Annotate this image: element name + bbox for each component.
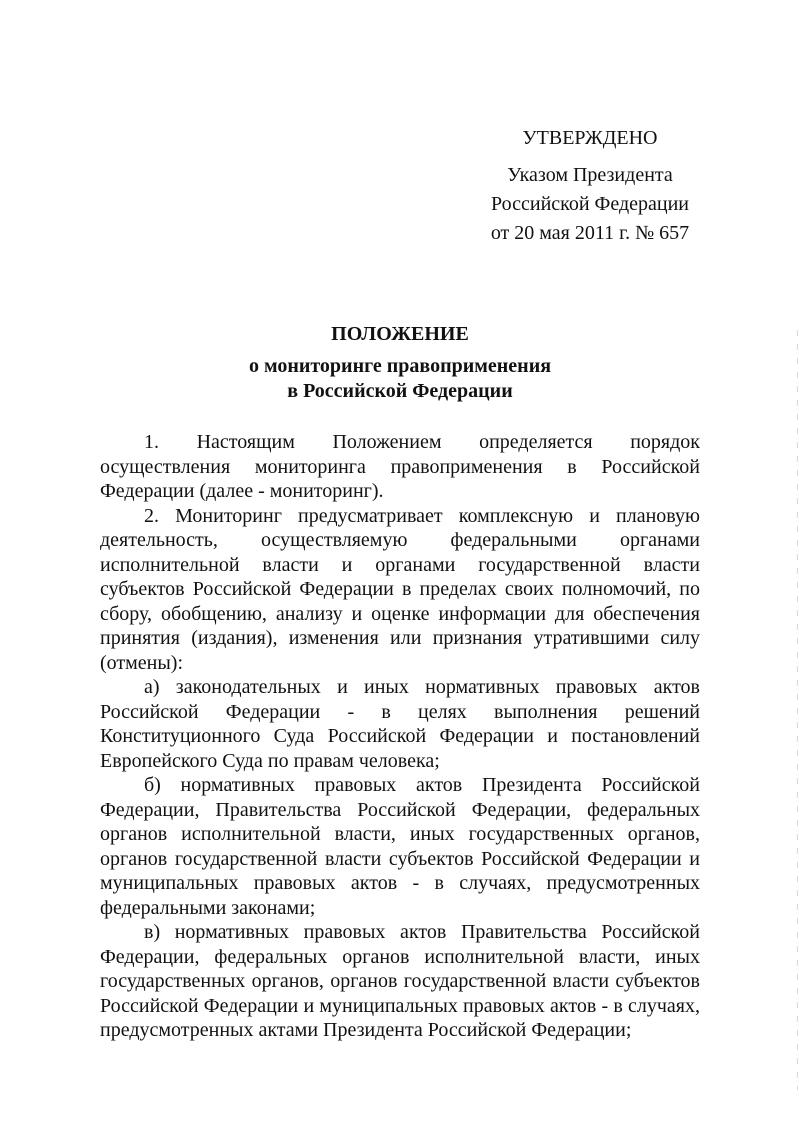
scan-edge-artifact <box>797 330 798 1090</box>
paragraph-2: 2. Мониторинг предусматривает комплексную и плановую деятельность, осуществляемую федеральными органами исполнительной власти и органами государственной власти субъектов Российской Федерации в пределах своих полномочий, по сбору, обобщению, анализу и оценке информации для обеспечения принятия (издания), изменения или признания утратившими силу (отмены): <box>100 504 700 674</box>
document-body <box>100 430 700 1043</box>
approval-title: УТВЕРЖДЕНО <box>522 127 658 149</box>
document-title: ПОЛОЖЕНИЕ <box>331 323 469 345</box>
paragraph-2c: в) нормативных правовых актов Правительства Российской Федерации, федеральных органов исполнительной власти, иных государственных органов, органов государственной власти субъектов Российской Федерации и муниципальных правовых актов - в случаях, предусмотренных актами Президента Российской Федерации; <box>100 921 700 1041</box>
paragraph-2a: а) законодательных и иных нормативных правовых актов Российской Федерации - в целях выполнения решений Конституционного Суда Российской Федерации и постановлений Европейского Суда по правам человека; <box>100 676 700 772</box>
document-subtitle-line-2: в Российской Федерации <box>287 380 513 402</box>
approval-block <box>480 124 700 248</box>
paragraph-1: 1. Настоящим Положением определяется порядок осуществления мониторинга правоприменения в Российской Федерации (далее - мониторинг). <box>100 431 700 502</box>
approval-line-date-number: от 20 мая 2011 г. № 657 <box>490 222 690 244</box>
document-heading <box>0 322 800 404</box>
approval-line-decree: Указом Президента <box>507 164 673 186</box>
paragraph-2b: б) нормативных правовых актов Президента Российской Федерации, Правительства Российской Федерации, федеральных органов исполнительной власти, иных государственных органов, органов государственной власти субъектов Российской Федерации и муниципальных правовых актов - в случаях, предусмотренных федеральными законами; <box>100 774 700 919</box>
approval-line-federation: Российской Федерации <box>490 193 690 215</box>
document-subtitle-line-1: о мониторинге правоприменения <box>248 355 552 377</box>
